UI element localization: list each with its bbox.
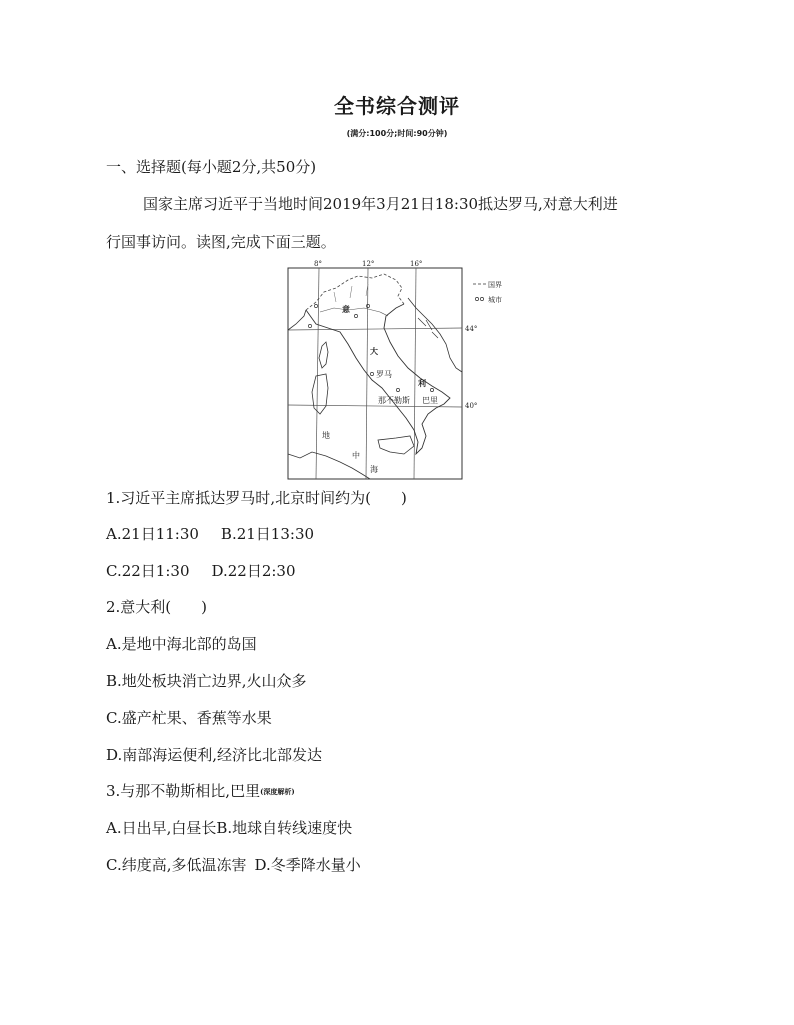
- city-label-bari: 巴里: [422, 396, 438, 405]
- lon-label-8: 8°: [314, 260, 322, 268]
- lon-label-12: 12°: [362, 260, 375, 268]
- legend-city-label: 城市: [488, 296, 502, 304]
- label-da: 大: [370, 346, 378, 356]
- q1-option-d[interactable]: D.22日2:30: [211, 562, 296, 580]
- q3-note: (深度解析): [260, 787, 295, 796]
- label-di: 地: [322, 431, 330, 440]
- question-2-stem: 2.意大利( ): [106, 598, 208, 616]
- lat-label-44: 44°: [465, 325, 478, 333]
- question-1-options-ab: [106, 524, 314, 544]
- label-yi: 意: [342, 304, 350, 314]
- page-title: 全书综合测评: [334, 94, 460, 118]
- section-heading: 一、选择题(每小题2分,共50分): [106, 158, 317, 176]
- legend-border-label: 国界: [488, 281, 502, 289]
- q2-option-d[interactable]: D.南部海运便利,经济比北部发达: [106, 746, 323, 764]
- question-3-stem: 3.与那不勒斯相比,巴里(深度解析): [106, 782, 295, 800]
- intro-paragraph-line-1: 国家主席习近平于当地时间2019年3月21日18:30抵达罗马,对意大利进: [143, 195, 618, 213]
- question-3-options-ab: [106, 818, 352, 838]
- q2-option-b[interactable]: B.地处板块消亡边界,火山众多: [106, 672, 307, 690]
- q3-option-c[interactable]: C.纬度高,多低温冻害: [106, 856, 247, 874]
- lon-label-16: 16°: [410, 260, 423, 268]
- question-1-stem: 1.习近平主席抵达罗马时,北京时间约为( ): [106, 489, 407, 507]
- q2-option-c[interactable]: C.盛产杧果、香蕉等水果: [106, 709, 272, 727]
- intro-paragraph-line-2: 行国事访问。读图,完成下面三题。: [106, 233, 336, 251]
- lat-label-40: 40°: [465, 402, 478, 410]
- q3-option-d[interactable]: D.冬季降水量小: [254, 856, 361, 874]
- italy-map: [286, 258, 514, 483]
- city-label-naples: 那不勒斯: [378, 396, 410, 405]
- label-zhong: 中: [352, 451, 360, 460]
- q1-option-a[interactable]: A.21日11:30: [106, 525, 199, 543]
- question-1-options-cd: [106, 561, 296, 581]
- q2-option-a[interactable]: A.是地中海北部的岛国: [106, 635, 257, 653]
- q3-option-b[interactable]: B.地球自转线速度快: [216, 819, 353, 837]
- label-hai: 海: [370, 465, 378, 474]
- label-li: 利: [418, 378, 426, 388]
- question-3-options-cd: [106, 855, 361, 875]
- city-label-rome: 罗马: [376, 370, 392, 379]
- q3-option-a[interactable]: A.日出早,白昼长: [106, 819, 217, 837]
- legend-city-symbol: [475, 297, 478, 300]
- map-frame: [288, 268, 462, 479]
- exam-info: (满分:100分;时间:90分钟): [346, 129, 448, 138]
- q1-option-b[interactable]: B.21日13:30: [220, 525, 315, 543]
- q1-option-c[interactable]: C.22日1:30: [106, 562, 190, 580]
